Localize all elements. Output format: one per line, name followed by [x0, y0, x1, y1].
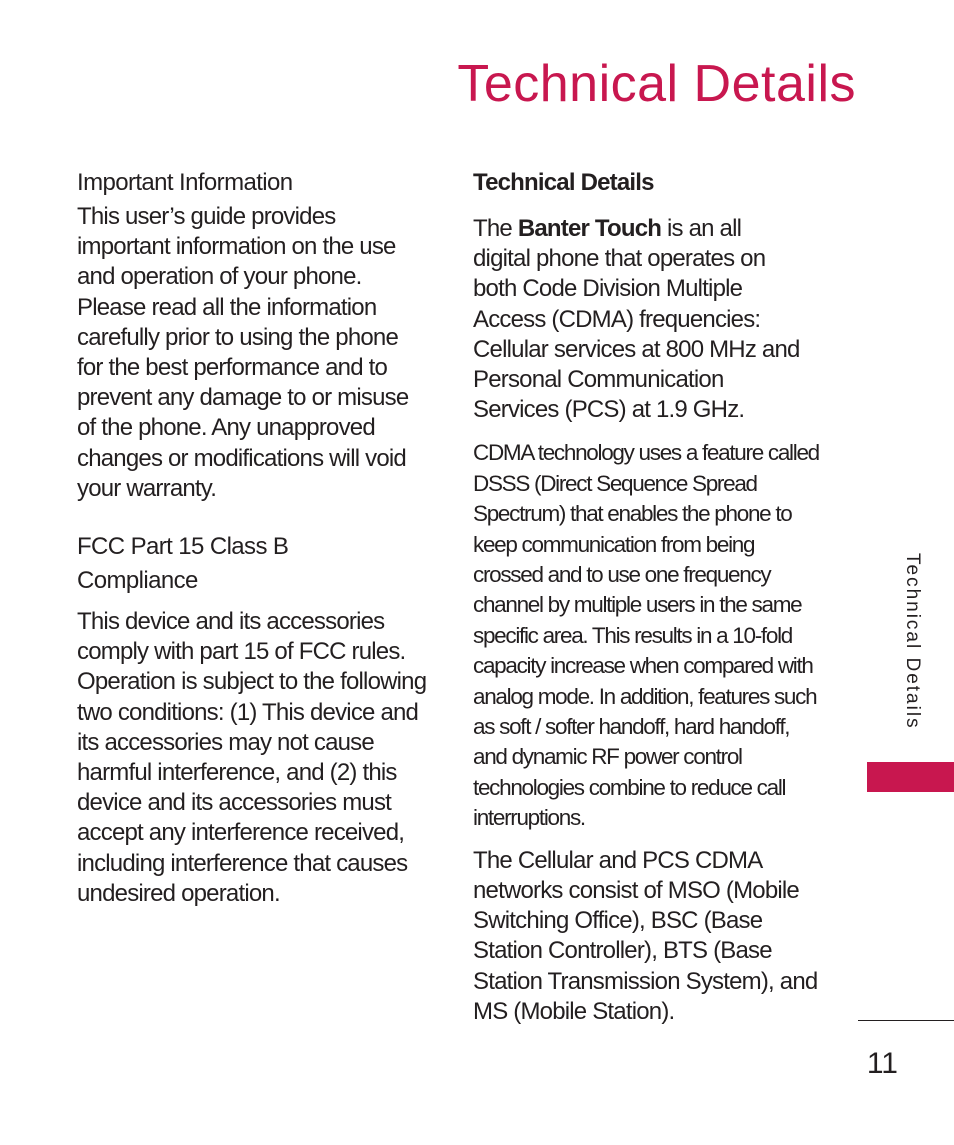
fcc-compliance-heading	[77, 530, 429, 598]
left-column	[77, 166, 429, 909]
important-information-body: This user’s guide provides important information on the use and operation of your phone. Please read all the information carefully prior to using the phone for the best performance and to prevent any damage to or misuse of the phone. Any unapproved changes or modifications will void your warranty.	[77, 203, 409, 502]
page-number-rule	[858, 1020, 954, 1021]
technical-details-intro	[473, 214, 803, 425]
fcc-heading-line-1: FCC Part 15 Class B	[77, 533, 289, 561]
fcc-compliance-section	[77, 530, 429, 909]
technical-details-heading: Technical Details	[473, 169, 654, 196]
intro-text-after: is an all digital phone that operates on both Code Division Multiple Access (CDMA) frequencies: Cellular services at 800 MHz and Personal Communication Services (PCS) at 1.9 GHz.	[473, 215, 800, 424]
page-number: 11	[866, 1047, 898, 1080]
page-title: Technical Details	[457, 55, 856, 113]
cdma-technology-paragraph: CDMA technology uses a feature called DSSS (Direct Sequence Spread Spectrum) that enables the phone to keep communication from being crossed and to use one frequency channel by multiple users in the same specific area. This results in a 10-fold capacity increase when compared with analog mode. In addition, features such as soft / softer handoff, hard handoff, and dynamic RF power control technologies combine to reduce call interruptions.	[473, 440, 819, 831]
cdma-networks-paragraph: The Cellular and PCS CDMA networks consist of MSO (Mobile Switching Office), BSC (Base Station Controller), BTS (Base Station Transmission System), and MS (Mobile Station).	[473, 846, 818, 1025]
side-tab-label-text: Technical Details	[902, 553, 923, 730]
fcc-compliance-body: This device and its accessories comply with part 15 of FCC rules. Operation is subject to the following two conditions: (1) This device and its accessories may not cause harmful interference, and (2) this device and its accessories must accept any interference received, including interference that causes undesired operation.	[77, 608, 427, 907]
intro-text-before: The	[473, 215, 518, 242]
important-information-section	[77, 166, 429, 504]
side-tab-marker	[867, 762, 954, 792]
fcc-heading-line-2: Compliance	[77, 567, 198, 595]
product-name: Banter Touch	[517, 215, 662, 242]
important-information-heading: Important Information	[77, 169, 293, 196]
right-column	[473, 166, 823, 1027]
